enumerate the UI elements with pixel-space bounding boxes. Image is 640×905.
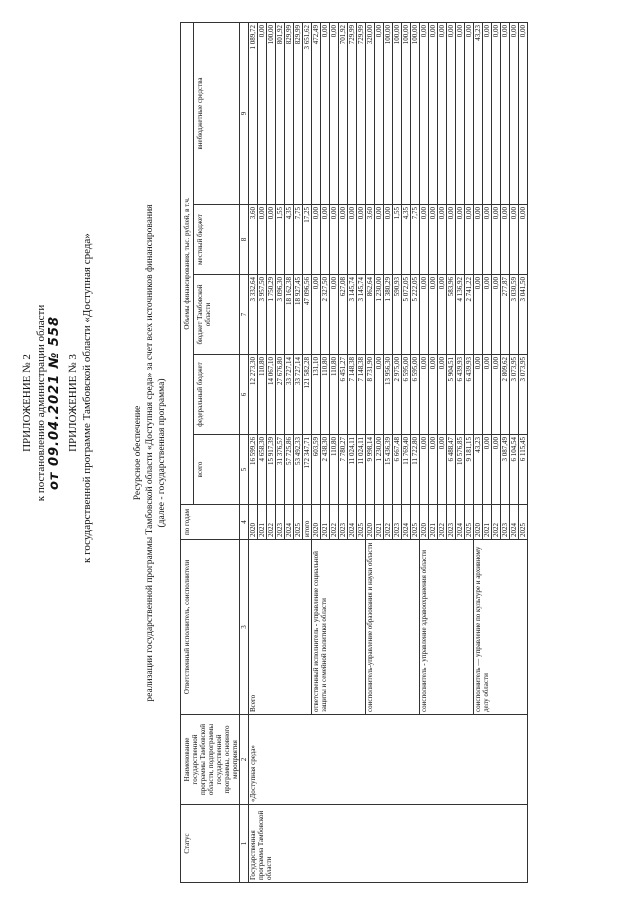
year-cell: 2020 bbox=[312, 504, 321, 539]
amount-cell: 15 436,39 bbox=[384, 434, 393, 504]
amount-cell: 0,00 bbox=[492, 204, 501, 274]
rotated-page bbox=[20, 13, 620, 893]
year-cell: 2022 bbox=[267, 504, 276, 539]
amount-cell: 0,00 bbox=[510, 22, 519, 204]
amount-cell: 3 957,50 bbox=[258, 274, 267, 354]
amount-cell: 6 667,48 bbox=[393, 434, 402, 504]
amount-cell: 0,00 bbox=[438, 22, 447, 204]
resolution-line: к постановлению администрации области bbox=[35, 304, 47, 501]
amount-cell: 0,00 bbox=[330, 204, 339, 274]
appendix-3-label: ПРИЛОЖЕНИЕ № 3 bbox=[67, 353, 79, 452]
amount-cell: 3 145,74 bbox=[348, 274, 357, 354]
year-cell: 2020 bbox=[366, 504, 375, 539]
amount-cell: 2 327,50 bbox=[321, 274, 330, 354]
amount-cell: 57 725,86 bbox=[285, 434, 294, 504]
amount-cell: 0,00 bbox=[267, 204, 276, 274]
amount-cell: 6 595,00 bbox=[411, 354, 420, 434]
amount-cell: 43,23 bbox=[474, 434, 483, 504]
amount-cell: 11 722,80 bbox=[411, 434, 420, 504]
amount-cell: 5 072,05 bbox=[402, 274, 411, 354]
amount-cell: 0,00 bbox=[438, 354, 447, 434]
amount-cell: 1 230,00 bbox=[375, 434, 384, 504]
amount-cell: 7,75 bbox=[294, 204, 303, 274]
amount-cell: 11 024,11 bbox=[357, 434, 366, 504]
amount-cell: 15 917,39 bbox=[267, 434, 276, 504]
year-cell: 2023 bbox=[276, 504, 285, 539]
column-number: 8 bbox=[240, 204, 249, 274]
amount-cell: 13 956,30 bbox=[384, 354, 393, 434]
amount-cell: 4,35 bbox=[402, 204, 411, 274]
year-cell: 2022 bbox=[438, 504, 447, 539]
year-cell: 2022 bbox=[330, 504, 339, 539]
amount-cell: 2 741,22 bbox=[465, 274, 474, 354]
amount-cell: 0,00 bbox=[456, 204, 465, 274]
header-regional: бюджет Тамбовской области bbox=[194, 274, 240, 354]
amount-cell: 3 087,49 bbox=[501, 434, 510, 504]
amount-cell: 3 030,59 bbox=[510, 274, 519, 354]
amount-cell: 0,00 bbox=[312, 204, 321, 274]
amount-cell: 0,00 bbox=[465, 204, 474, 274]
amount-cell: 6 115,45 bbox=[519, 434, 528, 504]
amount-cell: 1,55 bbox=[393, 204, 402, 274]
amount-cell: 0,00 bbox=[420, 274, 429, 354]
column-number: 9 bbox=[240, 22, 249, 204]
amount-cell: 0,00 bbox=[384, 204, 393, 274]
year-cell: 2025 bbox=[294, 504, 303, 539]
amount-cell: 100,00 bbox=[402, 22, 411, 204]
amount-cell: 0,00 bbox=[429, 434, 438, 504]
amount-cell: 0,00 bbox=[375, 204, 384, 274]
amount-cell: 0,00 bbox=[258, 22, 267, 204]
amount-cell: 33 727,14 bbox=[285, 354, 294, 434]
year-cell: 2023 bbox=[447, 504, 456, 539]
amount-cell: 6 439,93 bbox=[456, 354, 465, 434]
amount-cell: 47 096,56 bbox=[303, 274, 312, 354]
amount-cell: 0,00 bbox=[429, 22, 438, 204]
amount-cell: 7 780,27 bbox=[339, 434, 348, 504]
amount-cell: 0,00 bbox=[438, 204, 447, 274]
amount-cell: 10 576,85 bbox=[456, 434, 465, 504]
year-cell: 2022 bbox=[384, 504, 393, 539]
amount-cell: 0,00 bbox=[519, 22, 528, 204]
amount-cell: 6 104,54 bbox=[510, 434, 519, 504]
amount-cell: 12 273,30 bbox=[249, 354, 258, 434]
amount-cell: 2 975,00 bbox=[393, 354, 402, 434]
year-cell: 2021 bbox=[375, 504, 384, 539]
document-header bbox=[20, 13, 115, 893]
amount-cell: 6 439,93 bbox=[465, 354, 474, 434]
resource-table bbox=[180, 22, 528, 883]
amount-cell: 0,00 bbox=[501, 22, 510, 204]
amount-cell: 0,00 bbox=[492, 434, 501, 504]
amount-cell: 110,80 bbox=[330, 354, 339, 434]
amount-cell: 2 438,30 bbox=[321, 434, 330, 504]
column-number: 3 bbox=[240, 539, 249, 714]
amount-cell: 2 809,62 bbox=[501, 354, 510, 434]
amount-cell: 0,00 bbox=[348, 204, 357, 274]
amount-cell: 590,93 bbox=[393, 274, 402, 354]
amount-cell: 862,64 bbox=[366, 274, 375, 354]
amount-cell: 3,60 bbox=[366, 204, 375, 274]
year-cell: 2022 bbox=[492, 504, 501, 539]
amount-cell: 0,00 bbox=[474, 274, 483, 354]
amount-cell: 33 727,14 bbox=[294, 354, 303, 434]
column-number: 1 bbox=[240, 804, 249, 882]
year-cell: 2024 bbox=[456, 504, 465, 539]
amount-cell: 0,00 bbox=[420, 204, 429, 274]
amount-cell: 0,00 bbox=[474, 354, 483, 434]
year-cell: 2023 bbox=[339, 504, 348, 539]
title-line-1: Ресурсное обеспечение bbox=[133, 405, 143, 500]
header-total: всего bbox=[194, 434, 240, 504]
amount-cell: 131,10 bbox=[312, 354, 321, 434]
amount-cell: 627,08 bbox=[339, 274, 348, 354]
amount-cell: 0,00 bbox=[519, 204, 528, 274]
year-cell: 2025 bbox=[357, 504, 366, 539]
amount-cell: 729,99 bbox=[357, 22, 366, 204]
amount-cell: 0,00 bbox=[420, 434, 429, 504]
amount-cell: 829,99 bbox=[285, 22, 294, 204]
amount-cell: 701,92 bbox=[339, 22, 348, 204]
amount-cell: 0,00 bbox=[375, 354, 384, 434]
program-reference: к государственной программе Тамбовской области «Доступная среда» bbox=[81, 232, 93, 563]
executor-cell: Всего bbox=[249, 539, 312, 714]
amount-cell: 110,80 bbox=[321, 354, 330, 434]
header-federal: федеральный бюджет bbox=[194, 354, 240, 434]
amount-cell: 829,99 bbox=[294, 22, 303, 204]
amount-cell: 1 089,72 bbox=[249, 22, 258, 204]
year-cell: 2024 bbox=[510, 504, 519, 539]
column-number: 2 bbox=[240, 714, 249, 804]
amount-cell: 0,00 bbox=[492, 22, 501, 204]
executor-cell: ответственный исполнитель - управление социальной защиты и семейной политики области bbox=[312, 539, 366, 714]
year-cell: 2021 bbox=[429, 504, 438, 539]
amount-cell: 0,00 bbox=[438, 274, 447, 354]
year-cell: 2025 bbox=[465, 504, 474, 539]
header-executor: Ответственный исполнитель, соисполнители bbox=[181, 539, 240, 714]
column-number: 6 bbox=[240, 354, 249, 434]
amount-cell: 3 073,95 bbox=[519, 354, 528, 434]
year-cell: 2021 bbox=[483, 504, 492, 539]
year-cell: 2024 bbox=[402, 504, 411, 539]
amount-cell: 172 347,71 bbox=[303, 434, 312, 504]
amount-cell: 7,75 bbox=[411, 204, 420, 274]
amount-cell: 603,59 bbox=[312, 434, 321, 504]
amount-cell: 0,00 bbox=[456, 22, 465, 204]
amount-cell: 0,00 bbox=[312, 274, 321, 354]
year-cell: 2023 bbox=[501, 504, 510, 539]
executor-cell: соисполнитель — управление по культуре и архивному делу области bbox=[474, 539, 528, 714]
amount-cell: 1 750,29 bbox=[267, 274, 276, 354]
amount-cell: 3 073,95 bbox=[510, 354, 519, 434]
amount-cell: 9 998,14 bbox=[366, 434, 375, 504]
column-number: 5 bbox=[240, 434, 249, 504]
amount-cell: 1 230,00 bbox=[375, 274, 384, 354]
amount-cell: 7 148,38 bbox=[357, 354, 366, 434]
header-status: Статус bbox=[181, 804, 240, 882]
amount-cell: 0,00 bbox=[483, 204, 492, 274]
amount-cell: 3,60 bbox=[249, 204, 258, 274]
amount-cell: 0,00 bbox=[510, 204, 519, 274]
amount-cell: 3 096,30 bbox=[276, 274, 285, 354]
amount-cell: 0,00 bbox=[465, 22, 474, 204]
amount-cell: 11 769,40 bbox=[402, 434, 411, 504]
amount-cell: 17,25 bbox=[303, 204, 312, 274]
executor-cell: соисполнитель - управление здравоохранения области bbox=[420, 539, 474, 714]
amount-cell: 31 376,57 bbox=[276, 434, 285, 504]
title-line-3: (далее - государственная программа) bbox=[157, 378, 167, 528]
amount-cell: 7 148,38 bbox=[348, 354, 357, 434]
program-name-cell: «Доступная среда» bbox=[249, 714, 528, 804]
amount-cell: 11 024,11 bbox=[348, 434, 357, 504]
document-title bbox=[132, 13, 168, 893]
resource-table-wrapper bbox=[180, 23, 528, 883]
amount-cell: 3 041,50 bbox=[519, 274, 528, 354]
header-extra: внебюджетные средства bbox=[194, 22, 240, 204]
amount-cell: 3 145,74 bbox=[357, 274, 366, 354]
amount-cell: 0,00 bbox=[339, 204, 348, 274]
amount-cell: 0,00 bbox=[492, 354, 501, 434]
amount-cell: 100,00 bbox=[411, 22, 420, 204]
year-cell: 2020 bbox=[474, 504, 483, 539]
amount-cell: 27 676,80 bbox=[276, 354, 285, 434]
title-line-2: реализации государственной программы Тамбовской области «Доступная среда» за счет всех источников финансирования bbox=[145, 203, 155, 702]
amount-cell: 0,00 bbox=[429, 274, 438, 354]
appendix-block bbox=[20, 232, 94, 563]
amount-cell: 4 136,92 bbox=[456, 274, 465, 354]
amount-cell: 0,00 bbox=[483, 274, 492, 354]
amount-cell: 0,00 bbox=[438, 434, 447, 504]
amount-cell: 0,00 bbox=[429, 204, 438, 274]
amount-cell: 472,49 bbox=[312, 22, 321, 204]
amount-cell: 0,00 bbox=[375, 22, 384, 204]
year-cell: 2021 bbox=[258, 504, 267, 539]
amount-cell: 53 492,33 bbox=[294, 434, 303, 504]
amount-cell: 0,00 bbox=[501, 204, 510, 274]
amount-cell: 277,87 bbox=[501, 274, 510, 354]
amount-cell: 0,00 bbox=[420, 354, 429, 434]
year-cell: 2025 bbox=[411, 504, 420, 539]
amount-cell: 0,00 bbox=[447, 204, 456, 274]
year-cell: 2024 bbox=[348, 504, 357, 539]
amount-cell: 100,00 bbox=[393, 22, 402, 204]
amount-cell: 801,92 bbox=[276, 22, 285, 204]
amount-cell: 8 731,90 bbox=[366, 354, 375, 434]
amount-cell: 0,00 bbox=[330, 274, 339, 354]
amount-cell: 9 181,15 bbox=[465, 434, 474, 504]
amount-cell: 3 651,62 bbox=[303, 22, 312, 204]
year-cell: 2020 bbox=[420, 504, 429, 539]
header-years: по годам bbox=[181, 504, 240, 539]
year-cell: 2021 bbox=[321, 504, 330, 539]
amount-cell: 320,00 bbox=[366, 22, 375, 204]
amount-cell: 121 582,28 bbox=[303, 354, 312, 434]
amount-cell: 583,96 bbox=[447, 274, 456, 354]
status-cell: Государственная программа Тамбовской области bbox=[249, 804, 528, 882]
amount-cell: 0,00 bbox=[483, 434, 492, 504]
amount-cell: 6 595,00 bbox=[402, 354, 411, 434]
column-number: 4 bbox=[240, 504, 249, 539]
amount-cell: 110,80 bbox=[330, 434, 339, 504]
amount-cell: 0,00 bbox=[429, 354, 438, 434]
amount-cell: 4,35 bbox=[285, 204, 294, 274]
amount-cell: 14 067,10 bbox=[267, 354, 276, 434]
amount-cell: 0,00 bbox=[420, 22, 429, 204]
amount-cell: 3 332,64 bbox=[249, 274, 258, 354]
amount-cell: 18 927,45 bbox=[294, 274, 303, 354]
header-name: Наименование государственной программы Тамбовской области, подпрограммы государственной программы, основного мероприятия bbox=[181, 714, 240, 804]
amount-cell: 0,00 bbox=[483, 22, 492, 204]
amount-cell: 43,23 bbox=[474, 22, 483, 204]
amount-cell: 0,00 bbox=[321, 22, 330, 204]
year-cell: 2023 bbox=[393, 504, 402, 539]
amount-cell: 16 599,26 bbox=[249, 434, 258, 504]
amount-cell: 5 904,51 bbox=[447, 354, 456, 434]
executor-cell: соисполнитель-управление образования и науки области bbox=[366, 539, 420, 714]
header-local: местный бюджет bbox=[194, 204, 240, 274]
amount-cell: 0,00 bbox=[258, 204, 267, 274]
amount-cell: 0,00 bbox=[474, 204, 483, 274]
amount-cell: 5 222,05 bbox=[411, 274, 420, 354]
amount-cell: 4 658,30 bbox=[258, 434, 267, 504]
amount-cell: 0,00 bbox=[447, 22, 456, 204]
amount-cell: 0,00 bbox=[483, 354, 492, 434]
year-cell: 2020 bbox=[249, 504, 258, 539]
amount-cell: 729,99 bbox=[348, 22, 357, 204]
column-number-row bbox=[240, 22, 249, 882]
amount-cell: 0,00 bbox=[321, 204, 330, 274]
handwritten-date-number: от 09.04.2021 № 558 bbox=[47, 315, 62, 490]
year-cell: 2025 bbox=[519, 504, 528, 539]
amount-cell: 0,00 bbox=[492, 274, 501, 354]
table-body bbox=[249, 22, 528, 882]
table-row bbox=[249, 22, 258, 882]
amount-cell: 100,00 bbox=[267, 22, 276, 204]
amount-cell: 1 380,29 bbox=[384, 274, 393, 354]
amount-cell: 0,00 bbox=[357, 204, 366, 274]
amount-cell: 0,00 bbox=[330, 22, 339, 204]
column-number: 7 bbox=[240, 274, 249, 354]
appendix-2-label: ПРИЛОЖЕНИЕ № 2 bbox=[21, 353, 33, 452]
amount-cell: 6 488,47 bbox=[447, 434, 456, 504]
amount-cell: 1,55 bbox=[276, 204, 285, 274]
amount-cell: 110,80 bbox=[258, 354, 267, 434]
amount-cell: 18 162,38 bbox=[285, 274, 294, 354]
header-funding: Объемы финансирования, тыс. рублей, в т.ч. bbox=[181, 22, 194, 504]
amount-cell: 6 451,27 bbox=[339, 354, 348, 434]
year-cell: итого bbox=[303, 504, 312, 539]
year-cell: 2024 bbox=[285, 504, 294, 539]
amount-cell: 100,00 bbox=[384, 22, 393, 204]
